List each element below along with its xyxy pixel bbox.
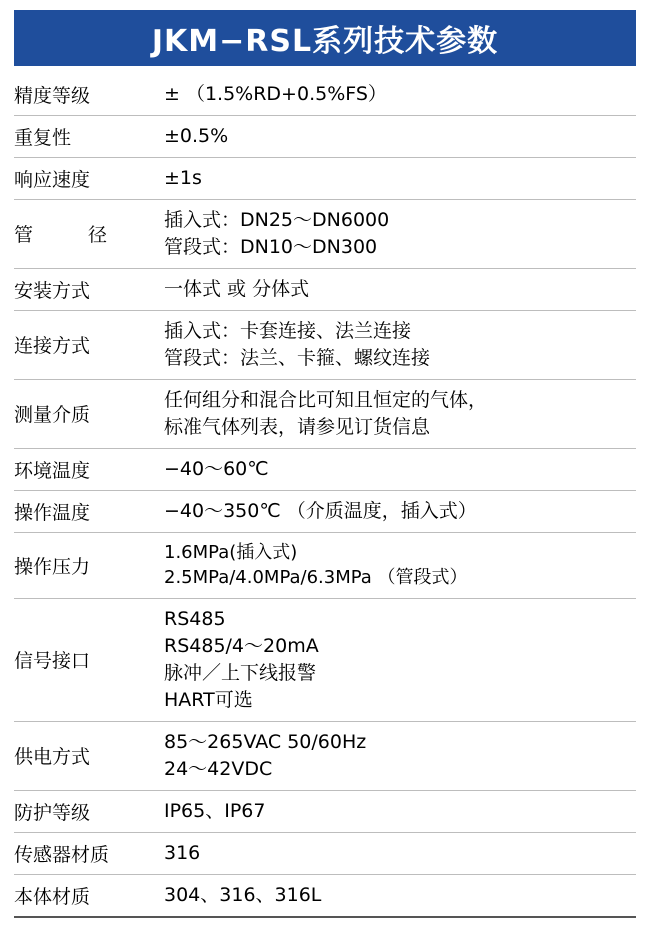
row-label: 供电方式 xyxy=(14,746,91,769)
value-line: ±0.5% xyxy=(164,125,229,148)
value-line: 脉冲／上下线报警 xyxy=(164,661,317,684)
page-title: JKM−RSL系列技术参数 xyxy=(151,24,499,59)
row-label: 传感器材质 xyxy=(14,843,110,866)
row-label: 响应速度 xyxy=(14,169,91,191)
row-value xyxy=(164,310,636,379)
table-row xyxy=(14,490,636,532)
row-value xyxy=(164,158,636,200)
table-row xyxy=(14,116,636,158)
table-row xyxy=(14,158,636,200)
specification-table xyxy=(14,74,636,918)
value-line: 2.5MPa/4.0MPa/6.3MPa （管段式） xyxy=(164,567,468,589)
row-label: 环境温度 xyxy=(14,459,91,482)
specification-table-body xyxy=(14,74,636,917)
row-value xyxy=(164,448,636,490)
value-line: HART可选 xyxy=(164,688,253,711)
row-label: 重复性 xyxy=(14,127,72,149)
table-row xyxy=(14,721,636,790)
value-line: 管段式：DN10～DN300 xyxy=(164,235,378,258)
value-line: 24～42VDC xyxy=(164,757,273,780)
row-label: 精度等级 xyxy=(14,85,91,107)
table-row xyxy=(14,379,636,448)
row-value xyxy=(164,598,636,721)
row-label: 操作温度 xyxy=(14,501,91,524)
table-row xyxy=(14,532,636,598)
row-value xyxy=(164,268,636,310)
value-line: −40～60℃ xyxy=(164,457,269,480)
value-line: 85～265VAC 50/60Hz xyxy=(164,730,367,753)
row-label: 管 径 xyxy=(14,224,126,247)
value-line: RS485 xyxy=(164,607,226,630)
row-value xyxy=(164,532,636,598)
table-row xyxy=(14,74,636,116)
row-value xyxy=(164,200,636,269)
row-value xyxy=(164,116,636,158)
row-label: 安装方式 xyxy=(14,279,91,302)
row-value xyxy=(164,74,636,116)
table-row xyxy=(14,790,636,832)
spec-sheet xyxy=(0,10,650,938)
table-row xyxy=(14,268,636,310)
page-title-bar xyxy=(14,10,636,66)
value-line: 管段式：法兰、卡箍、螺纹连接 xyxy=(164,346,431,369)
row-value xyxy=(164,832,636,874)
value-line: IP65、IP67 xyxy=(164,799,266,822)
row-value xyxy=(164,721,636,790)
row-label: 信号接口 xyxy=(14,650,91,673)
value-line: ± （1.5%RD+0.5%FS） xyxy=(164,83,387,106)
value-line: 插入式：卡套连接、法兰连接 xyxy=(164,319,412,342)
table-row xyxy=(14,598,636,721)
row-value xyxy=(164,790,636,832)
row-value xyxy=(164,490,636,532)
value-line: 插入式：DN25～DN6000 xyxy=(164,209,390,231)
value-line: RS485/4～20mA xyxy=(164,634,319,657)
value-line: ±1s xyxy=(164,167,202,190)
table-row xyxy=(14,310,636,379)
value-line: 304、316、316L xyxy=(164,883,322,906)
row-label: 操作压力 xyxy=(14,555,91,578)
row-label: 本体材质 xyxy=(14,885,91,908)
value-line: 标准气体列表，请参见订货信息 xyxy=(164,415,431,438)
table-row xyxy=(14,874,636,917)
value-line: 任何组分和混合比可知且恒定的气体， xyxy=(164,388,488,411)
table-row xyxy=(14,448,636,490)
value-line: 316 xyxy=(164,841,201,864)
value-line: 1.6MPa(插入式) xyxy=(164,541,298,563)
row-value xyxy=(164,379,636,448)
value-line: 一体式 或 分体式 xyxy=(164,277,310,300)
value-line: −40～350℃ （介质温度，插入式） xyxy=(164,499,477,522)
table-row xyxy=(14,832,636,874)
row-label: 测量介质 xyxy=(14,404,91,427)
table-row xyxy=(14,200,636,269)
row-label: 防护等级 xyxy=(14,801,91,824)
row-value xyxy=(164,874,636,917)
row-label: 连接方式 xyxy=(14,335,91,358)
